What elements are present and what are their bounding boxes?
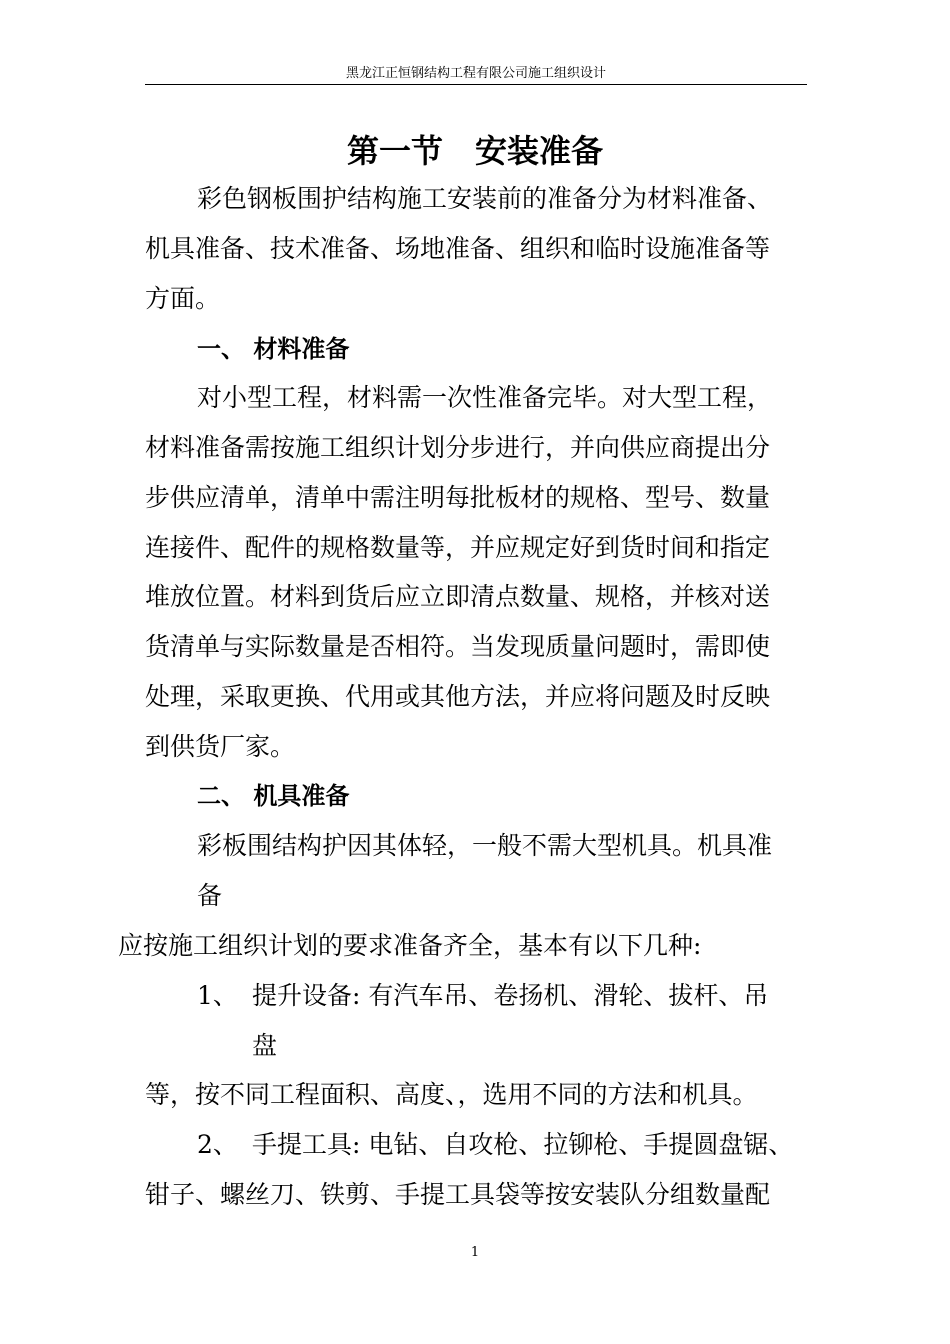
tools-line-2: 备	[197, 881, 223, 910]
tools-line-1: 彩板围结构护因其体轻，一般不需大型机具。机具准	[197, 831, 773, 860]
materials-line-6: 货清单与实际数量是否相符。当发现质量问题时，需即使	[145, 632, 771, 661]
item1-line-2: 盘	[252, 1031, 278, 1060]
item2-line-1: 手提工具: 电钻、自攻枪、拉铆枪、手提圆盘锯、	[252, 1130, 794, 1159]
heading-materials: 一、 材料准备	[197, 335, 350, 363]
item2-continuation: 钳子、螺丝刀、铁剪、手提工具袋等按安装队分组数量配	[145, 1180, 771, 1209]
materials-line-3: 步供应清单，清单中需注明每批板材的规格、型号、数量	[145, 483, 771, 512]
section-title: 第一节 安装准备	[346, 132, 603, 170]
page-number: 1	[470, 1245, 480, 1260]
item2-number: 2、	[197, 1130, 238, 1159]
heading-tools: 二、 机具准备	[197, 782, 350, 810]
tools-line-3: 应按施工组织计划的要求准备齐全，基本有以下几种:	[118, 931, 702, 960]
item1-continuation: 等，按不同工程面积、高度、，选用不同的方法和机具。	[145, 1080, 758, 1109]
materials-line-4: 连接件、配件的规格数量等，并应规定好到货时间和指定	[145, 533, 771, 562]
intro-line-3: 方面。	[145, 284, 221, 313]
item1-line-1: 提升设备: 有汽车吊、卷扬机、滑轮、拔杆、吊	[252, 981, 769, 1010]
page-header: 黑龙江正恒钢结构工程有限公司施工组织设计	[145, 64, 807, 85]
materials-line-7: 处理，采取更换、代用或其他方法，并应将问题及时反映	[145, 682, 771, 711]
materials-line-8: 到供货厂家。	[145, 732, 296, 761]
item1-number: 1、	[197, 981, 238, 1010]
materials-line-5: 堆放位置。材料到货后应立即清点数量、规格，并核对送	[145, 582, 771, 611]
materials-line-1: 对小型工程，材料需一次性准备完毕。对大型工程，	[197, 383, 773, 412]
intro-line-1: 彩色钢板围护结构施工安装前的准备分为材料准备、	[197, 184, 773, 213]
intro-line-2: 机具准备、技术准备、场地准备、组织和临时设施准备等	[145, 234, 771, 263]
materials-line-2: 材料准备需按施工组织计划分步进行，并向供应商提出分	[145, 433, 771, 462]
